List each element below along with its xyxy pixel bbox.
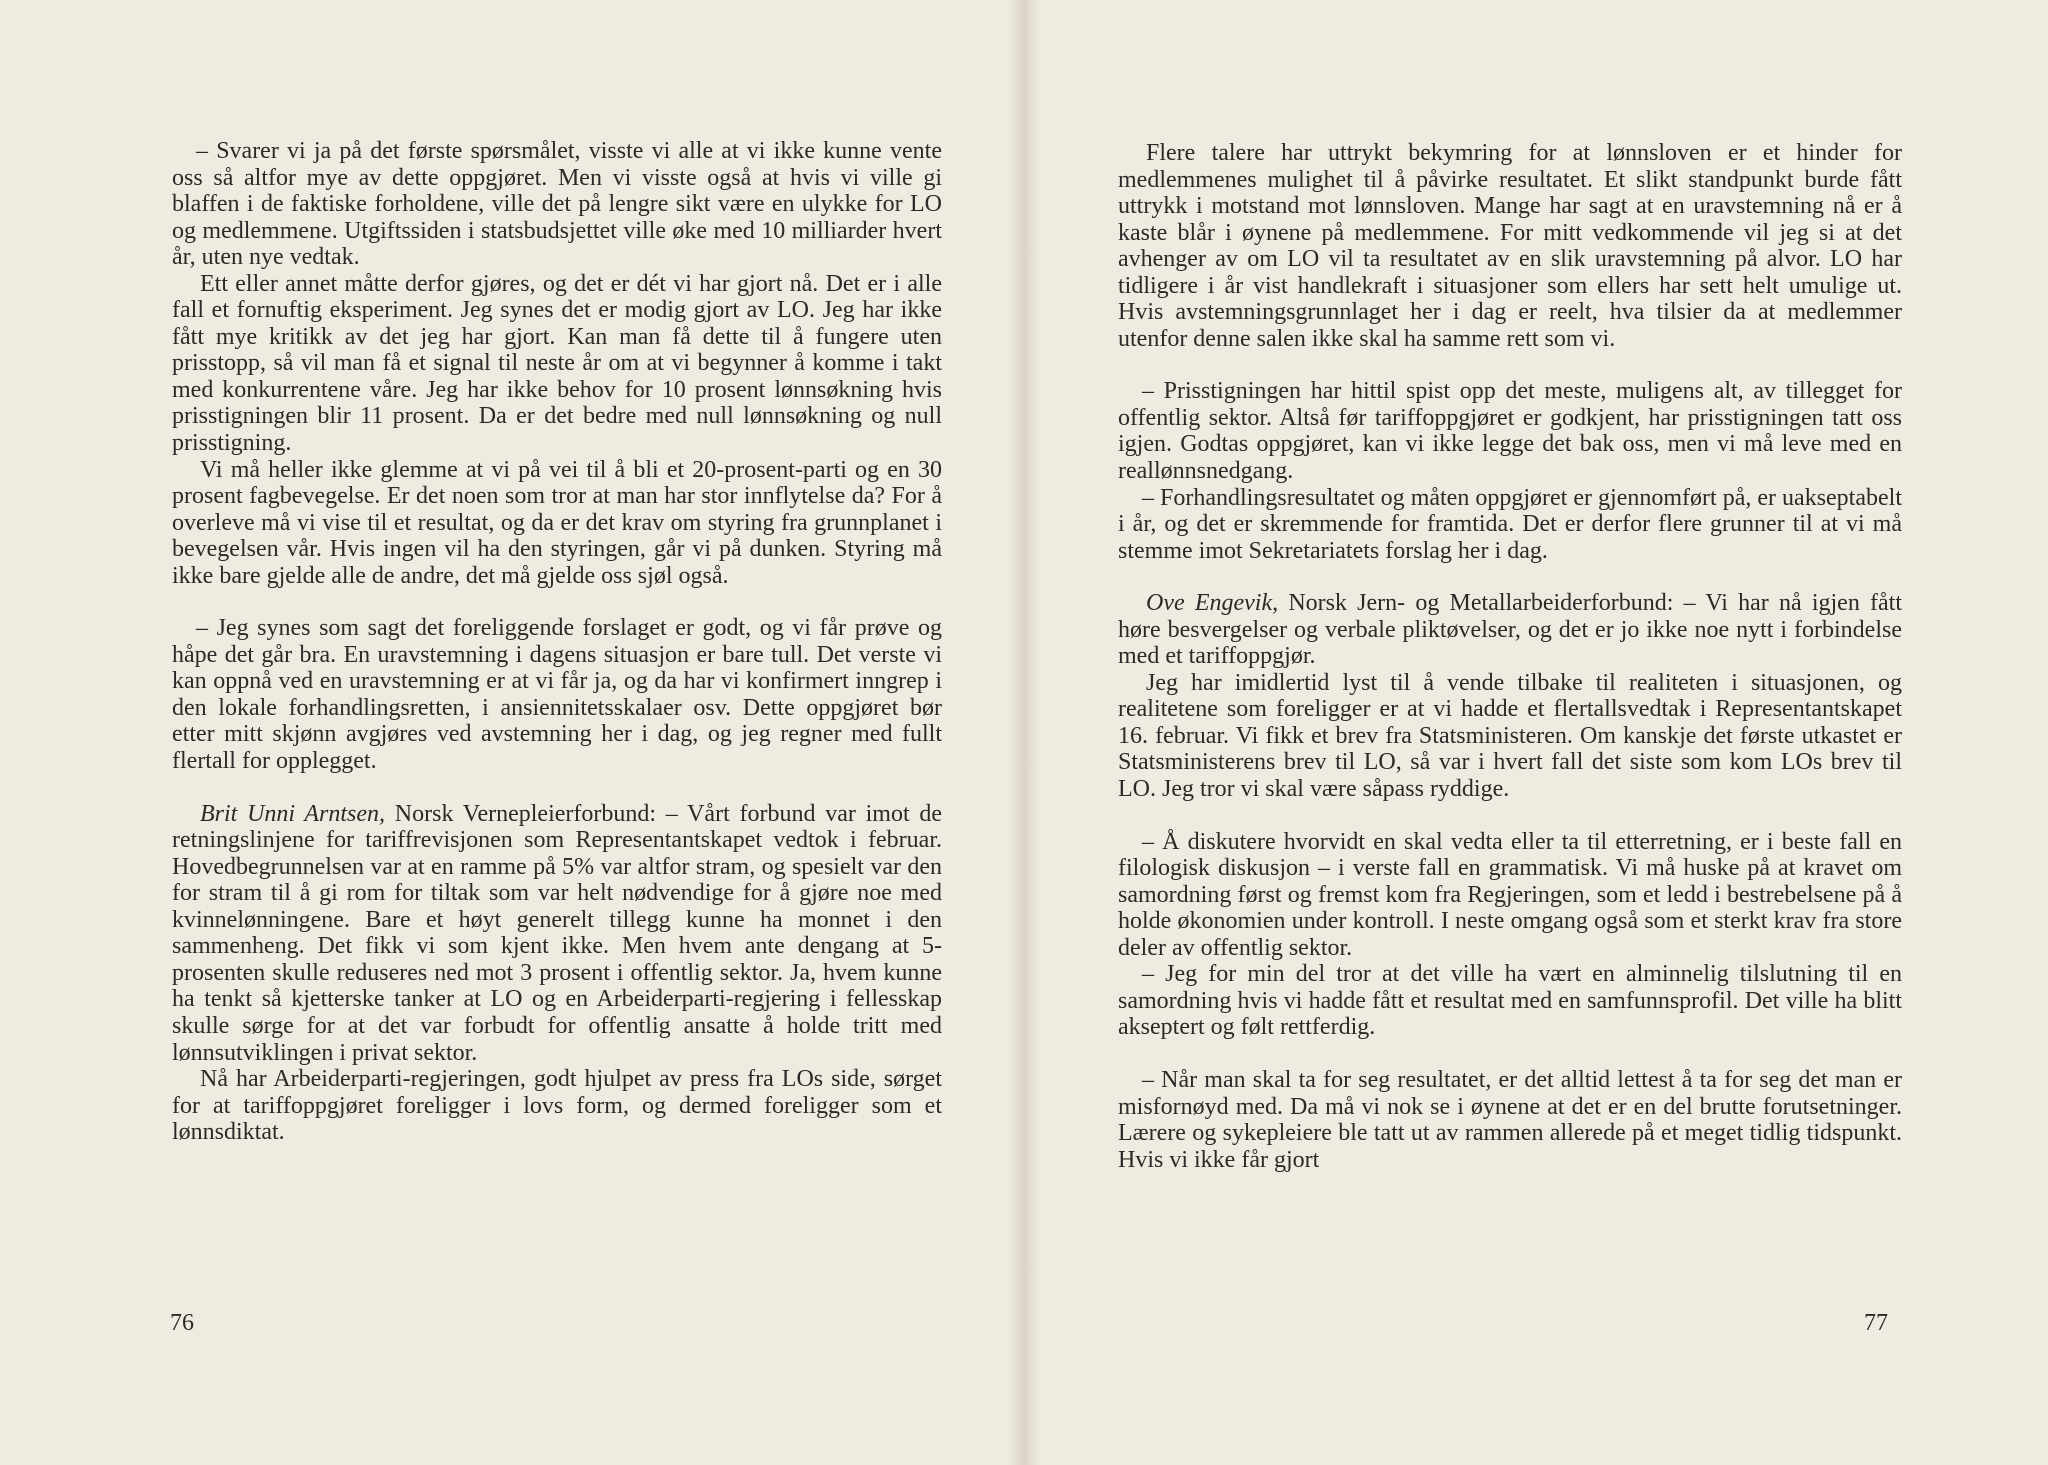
paragraph-text: Jeg har imidlertid lyst til å vende tilbake til realiteten i situasjonen, og realitetene som foreligger er at vi hadde et flertallsvedtak i Representantskapet 16. februar. Vi fikk et brev fra Statsministeren. Om kanskje det første utkastet er Statsministerens brev til LO, så var i hvert fall det siste som kom LOs brev til LO. Jeg tror vi skal være såpass ryddige. — [1118, 669, 1902, 803]
paragraph — [172, 615, 942, 774]
paragraph-text: – Forhandlingsresultatet og måten oppgjøret er gjennomført på, er uakseptabelt i år, og det er skremmende for framtida. Det er derfor flere grunner til at vi må stemme imot Sekretariatets forslag her i dag. — [1118, 484, 1902, 564]
paragraph — [172, 457, 942, 590]
paragraph-text: Norsk Jern- og Metallarbeiderforbund: – Vi har nå igjen fått høre besvergelser og verbale pliktøvelser, og det er jo ikke noe nytt i forbindelse med et tariffoppgjør. — [1118, 590, 1902, 670]
paragraph — [172, 1066, 942, 1146]
paragraph-text: – Når man skal ta for seg resultatet, er det alltid lettest å ta for seg det man er misfornøyd med. Da må vi nok se i øynene at det er en del brutte forutsetninger. Lærere og sykepleiere ble tatt ut av rammen allerede på et meget tidlig tidspunkt. Hvis vi ikke får gjort — [1118, 1066, 1902, 1173]
paragraph-text: Nå har Arbeiderparti-regjeringen, godt hjulpet av press fra LOs side, sørget for at tariffoppgjøret foreligger i lovs form, og dermed foreligger som et lønnsdiktat. — [172, 1066, 942, 1146]
page-number-left: 76 — [170, 1310, 194, 1336]
paragraph-text: Norsk Vernepleierforbund: – Vårt forbund var imot de retningslinjene for tariffrevisjonen som Representantskapet vedtok i februar. Hovedbegrunnelsen var at en ramme på 5% var altfor stram, og spesielt var den for stram til å gi rom for tiltak som var helt nødvendige for å gjøre noe med kvinnelønningene. Bare et høyt generelt tillegg kunne ha monnet i den sammenheng. Det fikk vi som kjent ikke. Men hvem ante dengang at 5-prosenten skulle reduseres ned mot 3 prosent i offentlig sektor. Ja, hvem kunne ha tenkt så kjetterske tanker at LO og en Arbeiderparti-regjering i fellesskap skulle sørge for at det var forbudt for offentlig ansatte å holde tritt med lønnsutviklingen i privat sektor. — [172, 800, 943, 1066]
paragraph-text: Flere talere har uttrykt bekymring for at lønnsloven er et hinder for medlemmenes mulighet til å påvirke resultatet. Et slikt standpunkt burde fått uttrykk i motstand mot lønnsloven. Mange har sagt at en uravstemning nå er å kaste blår i øynene på medlemmene. For mitt vedkommende vil jeg si at det avhenger av om LO vil ta resultatet av en slik uravstemning på alvor. LO har tidligere i år vist handlekraft i situasjoner som ellers har sett helt umulige ut. Hvis avstemningsgrunnlaget her i dag er reelt, hva tilsier da at medlemmer utenfor denne salen ikke skal ha samme rett som vi. — [1118, 140, 1902, 352]
paragraph-text: – Å diskutere hvorvidt en skal vedta eller ta til etterretning, er i beste fall en filologisk diskusjon – i verste fall en grammatisk. Vi må huske på at kravet om samordning først og fremst kom fra Regjeringen, som et ledd i bestrebelsene på å holde økonomien under kontroll. I neste omgang også som et sterkt krav fra store deler av offentlig sektor. — [1118, 828, 1902, 961]
speaker-name: Ove Engevik, — [1146, 590, 1279, 617]
paragraph-text: – Jeg synes som sagt det foreliggende forslaget er godt, og vi får prøve og håpe det går bra. En uravstemning i dagens situasjon er bare tull. Det verste vi kan oppnå ved en uravstemning er at vi får ja, og da har vi konfirmert inngrep i den lokale forhandlingsretten, i ansiennitetsskalaer osv. Dette oppgjøret bør etter mitt skjønn avgjøres ved avstemning her i dag, og jeg regner med fullt flertall for opplegget. — [172, 615, 942, 775]
paragraph — [1118, 670, 1902, 803]
paragraph — [172, 801, 942, 1066]
paragraph — [172, 271, 942, 457]
paragraph-text: Ett eller annet måtte derfor gjøres, og det er dét vi har gjort nå. Det er i alle fall et fornuftig eksperiment. Jeg synes det er modig gjort av LO. Jeg har ikke fått mye kritikk av det jeg har gjort. Kan man få dette til å fungere uten prisstopp, så vil man få et signal til neste år om at vi begynner å komme i takt med konkurrentene våre. Jeg har ikke behov for 10 prosent lønnsøkning hvis prisstigningen blir 11 prosent. Da er det bedre med null lønnsøkning og null prisstigning. — [172, 270, 942, 457]
paragraph — [1118, 829, 1902, 962]
paragraph-text: – Svarer vi ja på det første spørsmålet, visste vi alle at vi ikke kunne vente oss så altfor mye av dette oppgjøret. Men vi visste også at hvis vi ville gi blaffen i de faktiske forholdene, ville det på lengre sikt være en ulykke for LO og medlemmene. Utgiftssiden i statsbudsjettet ville øke med 10 milliarder hvert år, uten nye vedtak. — [172, 138, 942, 271]
book-gutter — [1008, 0, 1040, 1465]
paragraph — [1118, 961, 1902, 1041]
left-text-column — [172, 138, 942, 1146]
right-text-column — [1118, 140, 1902, 1173]
paragraph — [1118, 485, 1902, 565]
paragraph-text: Vi må heller ikke glemme at vi på vei til å bli et 20-prosent-parti og en 30 prosent fagbevegelse. Er det noen som tror at man har stor innflytelse da? For å overleve må vi vise til et resultat, og da er det krav om styring fra grunnplanet i bevegelsen vår. Hvis ingen vil ha den styringen, går vi på dunken. Styring må ikke bare gjelde alle de andre, det må gjelde oss sjøl også. — [172, 456, 942, 589]
right-page — [1024, 0, 2048, 1465]
paragraph — [1118, 1067, 1902, 1173]
paragraph — [172, 138, 942, 271]
speaker-name: Brit Unni Arntsen, — [200, 800, 386, 827]
page-number-right: 77 — [1864, 1310, 1888, 1336]
paragraph-text: – Prisstigningen har hittil spist opp det meste, muligens alt, av tillegget for offentlig sektor. Altså før tariffoppgjøret er godkjent, har prisstigningen tatt oss igjen. Godtas oppgjøret, kan vi ikke legge det bak oss, men vi må leve med en reallønnsnedgang. — [1118, 378, 1902, 485]
paragraph — [1118, 590, 1902, 670]
paragraph — [1118, 140, 1902, 352]
paragraph — [1118, 378, 1902, 484]
paragraph-text: – Jeg for min del tror at det ville ha vært en alminnelig tilslutning til en samordning hvis vi hadde fått et resultat med en samfunnsprofil. Det ville ha blitt akseptert og følt rettferdig. — [1118, 961, 1902, 1041]
